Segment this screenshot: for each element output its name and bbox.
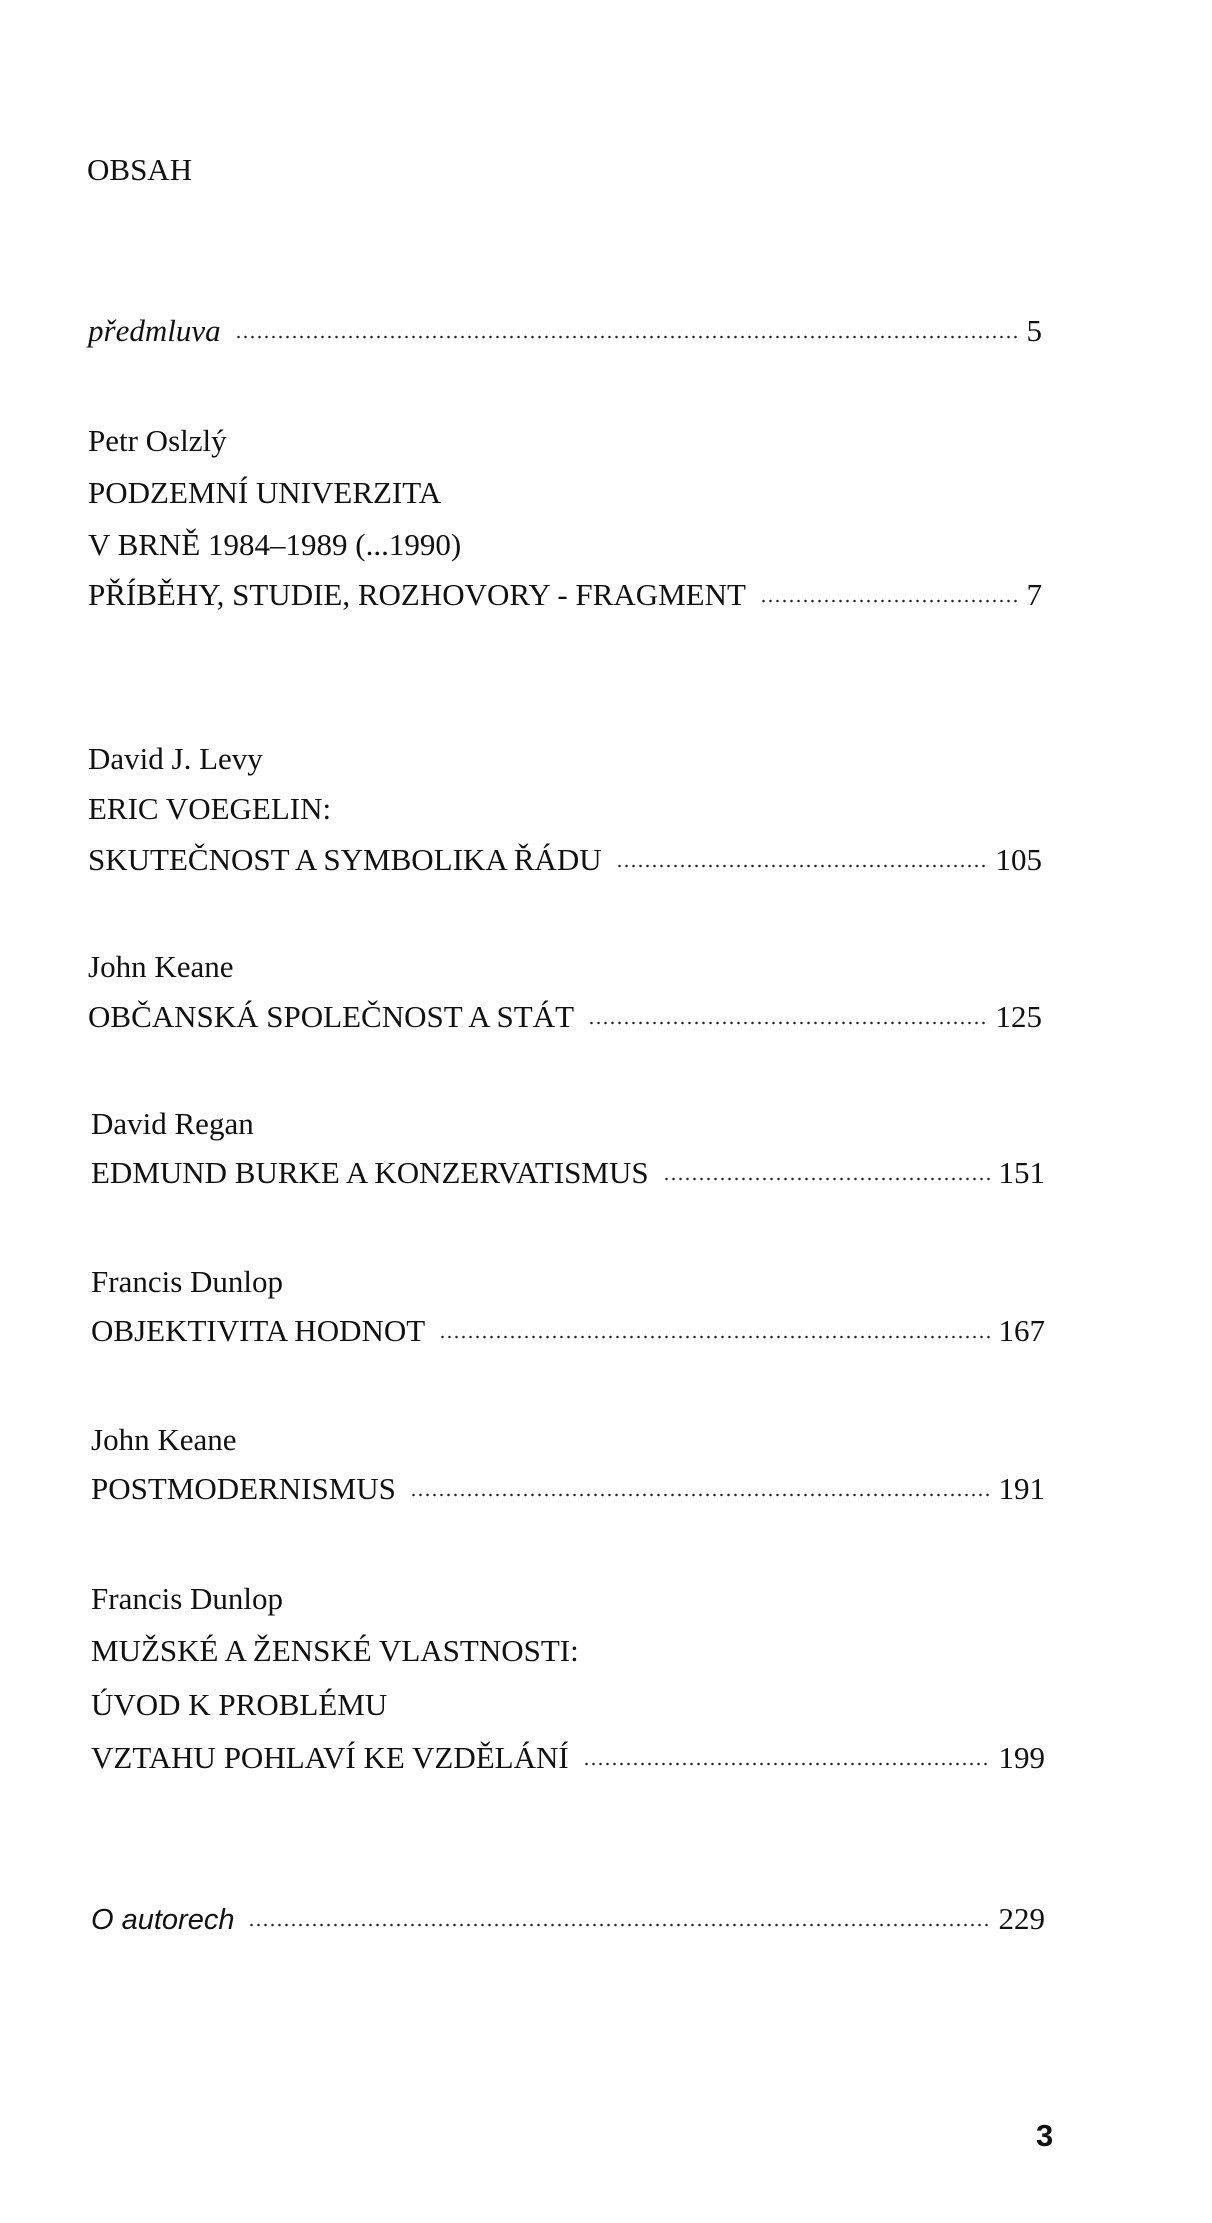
toc-entry-dunlop-objektivita[interactable] [91, 1311, 1045, 1351]
dot-leader [583, 1760, 991, 1768]
entry-title: EDMUND BURKE A KONZERVATISMUS [91, 1155, 649, 1190]
entry-author: John Keane [91, 1422, 237, 1457]
entry-title: SKUTEČNOST A SYMBOLIKA ŘÁDU [88, 842, 602, 877]
entry-title: V BRNĚ 1984–1989 (...1990) [88, 527, 462, 562]
toc-entry-keane-obcanska[interactable] [88, 997, 1042, 1037]
dot-leader [410, 1491, 991, 1499]
entry-title: POSTMODERNISMUS [91, 1471, 396, 1506]
entry-author: John Keane [88, 949, 234, 984]
toc-entry-keane-postmodernismus[interactable] [91, 1469, 1045, 1509]
entry-author: Francis Dunlop [91, 1264, 284, 1299]
page-title: OBSAH [87, 152, 193, 187]
entry-page: 151 [998, 1155, 1045, 1190]
entry-author: Petr Oslzlý [88, 423, 227, 458]
entry-author: Francis Dunlop [91, 1581, 284, 1616]
entry-title: OBČANSKÁ SPOLEČNOST A STÁT [88, 999, 575, 1034]
entry-title: VZTAHU POHLAVÍ KE VZDĚLÁNÍ [91, 1740, 569, 1775]
entry-page: 191 [998, 1471, 1045, 1506]
toc-entry-levy[interactable] [88, 840, 1042, 880]
toc-entry-predmluva[interactable] [88, 311, 1042, 351]
entry-page: 105 [995, 842, 1042, 877]
dot-leader [616, 862, 988, 870]
entry-page: 167 [998, 1313, 1045, 1348]
entry-page: 229 [998, 1901, 1045, 1936]
entry-title: O autorech [91, 1904, 235, 1936]
entry-title: PŘÍBĚHY, STUDIE, ROZHOVORY - FRAGMENT [88, 577, 746, 612]
entry-title: OBJEKTIVITA HODNOT [91, 1313, 426, 1348]
dot-leader [663, 1175, 991, 1183]
toc-entry-o-autorech[interactable] [91, 1899, 1045, 1939]
entry-title: MUŽSKÉ A ŽENSKÉ VLASTNOSTI: [91, 1633, 579, 1668]
entry-page: 199 [998, 1740, 1045, 1775]
dot-leader [248, 1921, 990, 1929]
dot-leader [588, 1019, 987, 1027]
entry-author: David Regan [91, 1106, 254, 1141]
entry-page: 5 [1026, 313, 1042, 348]
dot-leader [235, 333, 1019, 341]
page-number: 3 [1036, 2118, 1054, 2153]
toc-entry-dunlop-vlastnosti[interactable] [91, 1738, 1045, 1778]
dot-leader [439, 1333, 990, 1341]
entry-title: předmluva [88, 313, 221, 348]
toc-entry-regan[interactable] [91, 1153, 1045, 1193]
toc-entry-oslzly[interactable] [88, 575, 1042, 615]
entry-page: 7 [1026, 577, 1042, 612]
dot-leader [760, 597, 1019, 605]
entry-author: David J. Levy [88, 741, 263, 776]
entry-title: ERIC VOEGELIN: [88, 791, 332, 826]
entry-title: ÚVOD K PROBLÉMU [91, 1687, 388, 1722]
entry-title: PODZEMNÍ UNIVERZITA [88, 475, 442, 510]
entry-page: 125 [995, 999, 1042, 1034]
